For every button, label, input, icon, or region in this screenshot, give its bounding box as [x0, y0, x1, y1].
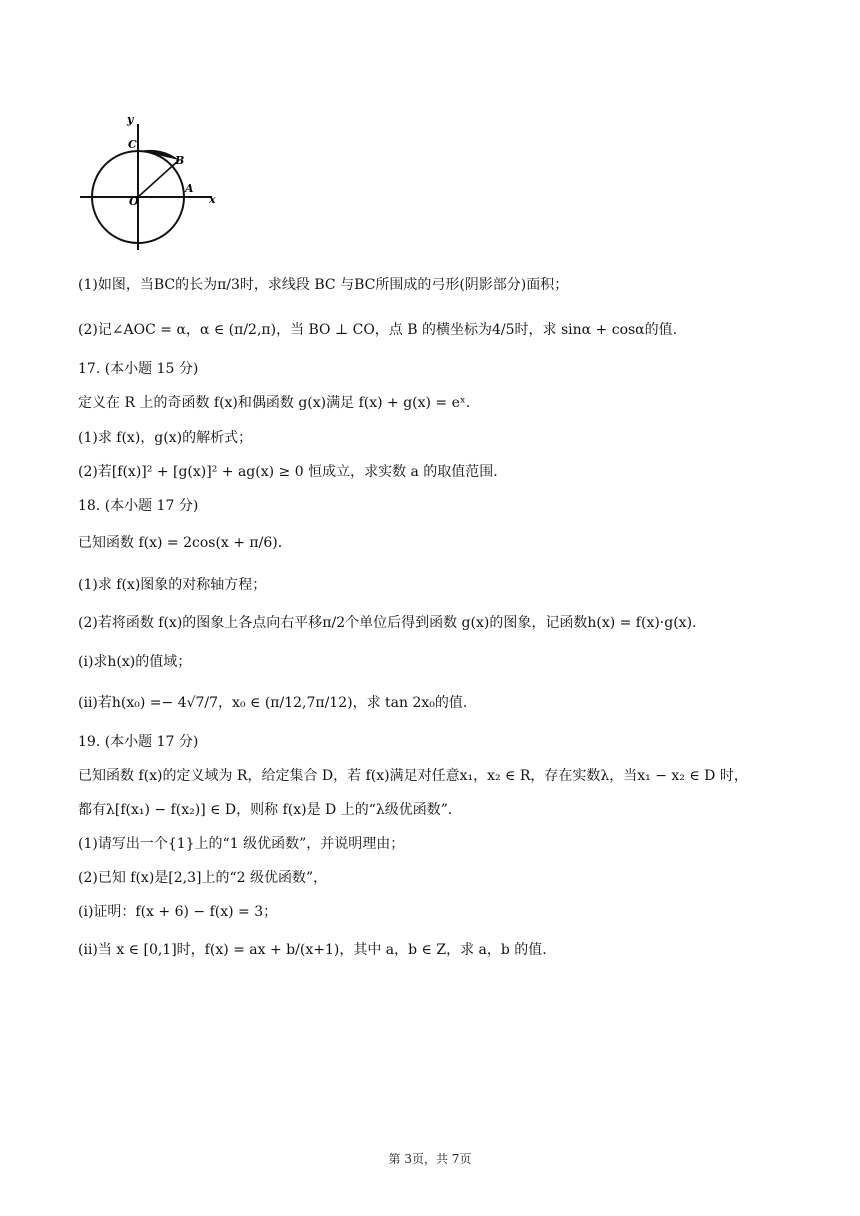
- label-y: y: [127, 113, 134, 126]
- label-o: O: [129, 195, 139, 208]
- question-19-stem-1: 已知函数 f(x)的定义域为 R，给定集合 D，若 f(x)满足对任意x₁，x₂ ∈ R，存在实数λ，当x₁ − x₂ ∈ D 时，: [78, 768, 748, 784]
- question-18-part-1: (1)求 f(x)图象的对称轴方程；: [78, 577, 267, 593]
- question-19-part-1: (1)请写出一个{1}上的“1 级优函数”，并说明理由；: [78, 836, 405, 852]
- question-18-stem: 已知函数 f(x) = 2cos(x + π/6).: [78, 535, 283, 551]
- label-b: B: [175, 154, 185, 167]
- label-x: x: [209, 193, 216, 206]
- question-17-header: 17. (本小题 15 分): [78, 361, 199, 377]
- label-a: A: [185, 182, 194, 195]
- question-18-part-2-ii: (ⅱ)若h(x₀) =− 4√7/7，x₀ ∈ (π/12,7π/12)，求 tan 2x₀的值.: [78, 695, 468, 711]
- question-16-part-1: (1)如图，当BC的长为π/3时，求线段 BC 与BC所围成的弓形(阴影部分)面积；: [78, 277, 569, 293]
- question-19-stem-2: 都有λ[f(x₁) − f(x₂)] ∈ D，则称 f(x)是 D 上的“λ级优函数”.: [78, 802, 453, 818]
- question-19-part-2-i: (ⅰ)证明：f(x + 6) − f(x) = 3；: [78, 904, 278, 920]
- question-17-part-2: (2)若[f(x)]² + [g(x)]² + ag(x) ≥ 0 恒成立，求实数 a 的取值范围.: [78, 464, 498, 480]
- question-17-stem: 定义在 R 上的奇函数 f(x)和偶函数 g(x)满足 f(x) + g(x) = eˣ.: [78, 395, 471, 411]
- question-19-part-2-ii: (ⅱ)当 x ∈ [0,1]时，f(x) = ax + b/(x+1)，其中 a，b ∈ Z，求 a，b 的值.: [78, 942, 547, 958]
- radius-ob: [138, 160, 179, 197]
- page-footer: 第 3页，共 7页: [388, 1152, 472, 1166]
- question-19-header: 19. (本小题 17 分): [78, 734, 199, 750]
- question-16-part-2: (2)记∠AOC = α，α ∈ (π/2,π)，当 BO ⊥ CO，点 B 的横坐标为4/5时，求 sinα + cosα的值.: [78, 322, 678, 338]
- question-17-part-1: (1)求 f(x)，g(x)的解析式；: [78, 430, 253, 446]
- question-18-header: 18. (本小题 17 分): [78, 498, 199, 514]
- circle-figure: [78, 112, 228, 252]
- label-c: C: [128, 138, 137, 151]
- shaded-segment: [140, 150, 179, 160]
- question-19-part-2: (2)已知 f(x)是[2,3]上的“2 级优函数”，: [78, 870, 328, 886]
- question-18-part-2-i: (ⅰ)求h(x)的值域；: [78, 654, 192, 670]
- question-18-part-2: (2)若将函数 f(x)的图象上各点向右平移π/2个单位后得到函数 g(x)的图象，记函数h(x) = f(x)·g(x).: [78, 615, 697, 631]
